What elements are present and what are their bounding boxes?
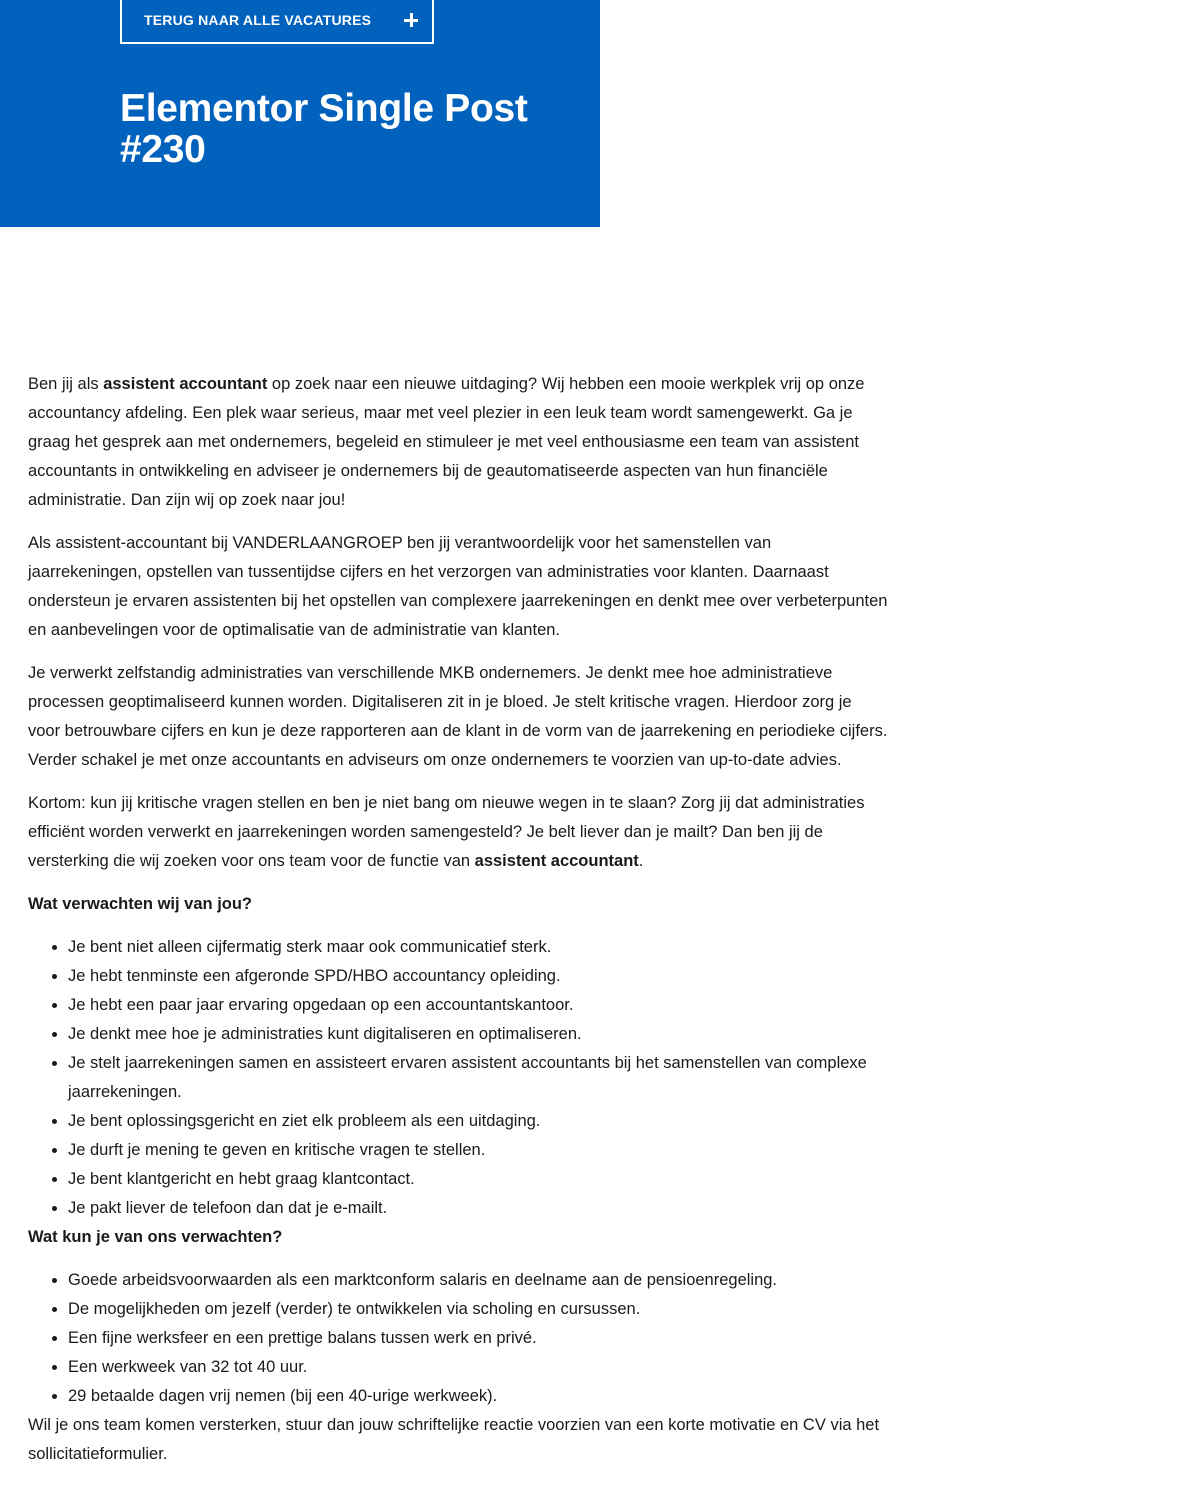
benefits-list [28,1266,888,1411]
intro-paragraph [28,370,888,515]
list-item: • Je durft je mening te geven en kritische vragen te stellen. [68,1136,888,1165]
plus-icon [404,13,418,27]
list-item: • Je stelt jaarrekeningen samen en assisteert ervaren assistent accountants bij het samenstellen van complexe jaarrekeningen. [68,1049,888,1107]
back-to-vacancies-label: TERUG NAAR ALLE VACATURES [144,12,372,28]
summary-text-start: Kortom: kun jij kritische vragen stellen en ben je niet bang om nieuwe wegen in te slaan? Zorg jij dat administraties efficiënt worden verwerkt en jaarrekeningen worden samengesteld? Je belt liever dan je mailt? Dan ben jij de versterking die wij zoeken voor ons team voor de functie van [28,794,865,870]
list-item: • Je bent oplossingsgericht en ziet elk probleem als een uitdaging. [68,1107,888,1136]
vacancy-content [28,370,888,1469]
benefits-heading: Wat kun je van ons verwachten? [28,1228,283,1246]
requirements-list [28,933,888,1223]
summary-text-end: . [638,852,644,870]
requirements-heading: Wat verwachten wij van jou? [28,895,253,913]
intro-job-title: assistent accountant [103,375,268,393]
intro-text-start: Ben jij als [28,375,104,393]
page-title: Elementor Single Post #230 [120,87,528,171]
responsibilities-paragraph: Als assistent-accountant bij VANDERLAANGROEP ben jij verantwoordelijk voor het samenstellen van jaarrekeningen, opstellen van tussentijdse cijfers en het verzorgen van administraties voor klanten. Daarnaast ondersteun je ervaren assistenten bij het opstellen van complexere jaarrekeningen en denkt mee over verbeterpunten en aanbevelingen voor de optimalisatie van de administratie van klanten. [28,534,888,639]
list-item: • Een werkweek van 32 tot 40 uur. [68,1353,888,1382]
hero-banner [0,0,600,227]
list-item: • Goede arbeidsvoorwaarden als een marktconform salaris en deelname aan de pensioenregeling. [68,1266,888,1295]
tasks-paragraph: Je verwerkt zelfstandig administraties van verschillende MKB ondernemers. Je denkt mee hoe administratieve processen geoptimaliseerd kunnen worden. Digitaliseren zit in je bloed. Je stelt kritische vragen. Hierdoor zorg je voor betrouwbare cijfers en kun je deze rapporteren aan de klant in de vorm van de jaarrekening en periodieke cijfers. Verder schakel je met onze accountants en adviseurs om onze ondernemers te voorzien van up-to-date advies. [28,664,888,769]
summary-paragraph [28,789,888,876]
list-item: • Je bent niet alleen cijfermatig sterk maar ook communicatief sterk. [68,933,888,962]
list-item: • Je hebt tenminste een afgeronde SPD/HBO accountancy opleiding. [68,962,888,991]
list-item: • Je denkt mee hoe je administraties kunt digitaliseren en optimaliseren. [68,1020,888,1049]
summary-job-title: assistent accountant [474,852,639,870]
list-item: • Je bent klantgericht en hebt graag klantcontact. [68,1165,888,1194]
list-item: • Een fijne werksfeer en een prettige balans tussen werk en privé. [68,1324,888,1353]
list-item: • De mogelijkheden om jezelf (verder) te ontwikkelen via scholing en cursussen. [68,1295,888,1324]
intro-text-end: op zoek naar een nieuwe uitdaging? Wij hebben een mooie werkplek vrij op onze accountancy afdeling. Een plek waar serieus, maar met veel plezier in een leuk team wordt samengewerkt. Ga je graag het gesprek aan met ondernemers, begeleid en stimuleer je met veel enthousiasme een team van assistent accountants in ontwikkeling en adviseer je ondernemers bij de geautomatiseerde aspecten van hun financiële administratie. Dan zijn wij op zoek naar jou! [28,375,865,509]
list-item: • Je pakt liever de telefoon dan dat je e-mailt. [68,1194,888,1223]
list-item: • 29 betaalde dagen vrij nemen (bij een 40-urige werkweek). [68,1382,888,1411]
closing-paragraph: Wil je ons team komen versterken, stuur dan jouw schriftelijke reactie voorzien van een korte motivatie en CV via het sollicitatieformulier. [28,1416,880,1463]
list-item: • Je hebt een paar jaar ervaring opgedaan op een accountantskantoor. [68,991,888,1020]
back-to-vacancies-button[interactable] [120,0,434,44]
